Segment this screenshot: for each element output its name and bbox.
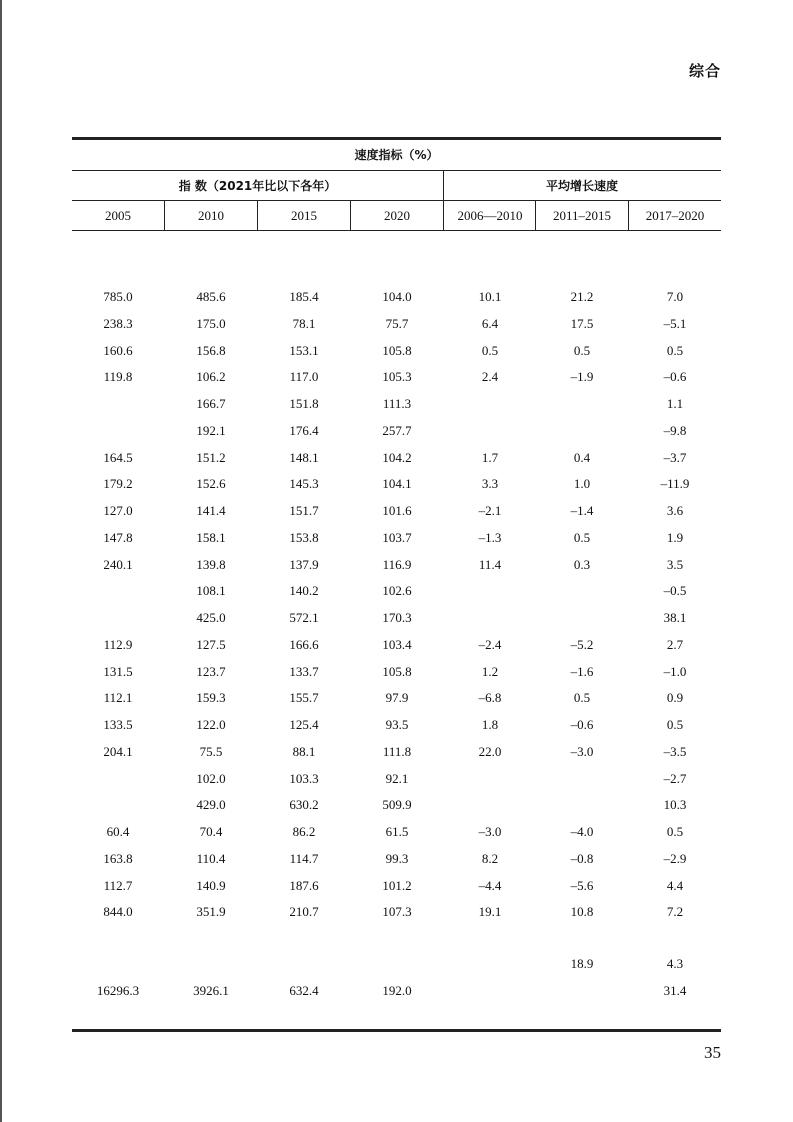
table-cell: 101.6 [382, 503, 412, 518]
table-cell: 148.1 [289, 449, 319, 465]
table-cell: –0.8 [570, 850, 594, 866]
table-cell [536, 978, 628, 1004]
table-cell: 351.9 [196, 904, 226, 920]
table-cell: –2.7 [663, 770, 687, 786]
table-cell: 133.7 [289, 663, 319, 679]
column-header: 2011–2015 [552, 208, 612, 223]
table-row [72, 525, 721, 551]
table-cell: 102.6 [382, 583, 412, 599]
table-cell: 97.9 [385, 690, 409, 706]
table-cell: 1.9 [666, 529, 684, 545]
table-cell [72, 391, 164, 417]
table-row [72, 498, 721, 524]
table-cell: 7.0 [666, 289, 684, 304]
table-cell [351, 924, 443, 950]
table-cell: 156.8 [196, 342, 226, 358]
table-row [72, 578, 721, 604]
table-row [72, 978, 721, 1004]
table-cell [444, 951, 536, 977]
table-cell: 21.2 [570, 289, 594, 304]
table-cell: 11.4 [478, 556, 502, 572]
table-cell: 0.5 [481, 342, 499, 358]
table-cell: 18.9 [570, 956, 594, 971]
table-cell: 240.1 [103, 556, 133, 572]
table-row [72, 311, 721, 337]
table-cell [258, 951, 350, 977]
table-row [72, 391, 721, 417]
table-bottom-rule [72, 1029, 721, 1032]
table-cell: 192.1 [196, 422, 226, 438]
table-cell [536, 924, 628, 950]
table-cell [72, 766, 164, 792]
table-cell [72, 605, 164, 631]
table-cell: 38.1 [663, 610, 687, 625]
table-cell: 108.1 [196, 583, 226, 599]
table-cell: 4.4 [666, 877, 684, 893]
table-row [72, 899, 721, 925]
table-row [72, 552, 721, 578]
table-row [72, 951, 721, 977]
table-cell [536, 605, 628, 631]
table-cell [444, 605, 536, 631]
table-cell [72, 951, 164, 977]
table-row [72, 364, 721, 390]
table-cell [72, 578, 164, 604]
table-cell [165, 924, 257, 950]
table-cell [258, 924, 350, 950]
table-cell: 155.7 [289, 690, 319, 706]
table-cell: –6.8 [478, 690, 502, 706]
table-cell: 1.1 [666, 396, 684, 411]
table-cell: 139.8 [196, 556, 226, 572]
page-edge [0, 0, 2, 1122]
table-cell [72, 792, 164, 818]
table-cell: 104.0 [382, 289, 412, 304]
table-cell [536, 391, 628, 417]
table-cell: 151.2 [196, 449, 226, 465]
table-row [72, 873, 721, 899]
table-cell: 110.4 [196, 850, 226, 866]
table-cell: 632.4 [289, 983, 319, 998]
table-header-rule [72, 230, 721, 231]
table-cell: 3.3 [481, 476, 499, 492]
table-cell: 187.6 [289, 877, 319, 893]
table-cell: –4.4 [478, 877, 502, 893]
table-cell: 78.1 [292, 315, 316, 331]
group-header-growth: 平均增长速度 [545, 179, 618, 193]
table-cell: –2.4 [478, 636, 502, 652]
table-cell [536, 578, 628, 604]
table-cell: 31.4 [663, 983, 687, 998]
table-cell: 7.2 [666, 904, 684, 920]
table-cell [351, 951, 443, 977]
table-cell [536, 766, 628, 792]
table-cell: 22.0 [478, 743, 502, 759]
table-cell: 103.7 [382, 529, 412, 545]
table-cell: 112.7 [103, 877, 133, 893]
table-cell: 8.2 [481, 850, 499, 866]
table-cell: –3.0 [570, 743, 594, 759]
table-cell: –5.2 [570, 636, 594, 652]
table-cell: 572.1 [289, 610, 319, 625]
table-cell: 151.8 [289, 396, 319, 411]
table-cell: 122.0 [196, 717, 226, 732]
table-cell: 151.7 [289, 503, 319, 518]
table-cell: 93.5 [385, 717, 409, 732]
page-number: 35 [704, 1043, 721, 1062]
table-cell: 844.0 [103, 904, 133, 920]
table-cell: 86.2 [292, 824, 316, 839]
table-row [72, 471, 721, 497]
table-cell: 119.8 [103, 369, 133, 385]
table-cell: 204.1 [103, 743, 133, 759]
table-cell: 509.9 [382, 797, 412, 813]
table-cell: 160.6 [103, 342, 133, 358]
table-cell: 116.9 [382, 556, 412, 572]
table-cell: –1.0 [663, 663, 687, 679]
table-cell: 99.3 [385, 850, 409, 866]
table-cell [444, 766, 536, 792]
table-cell: 17.5 [570, 315, 594, 331]
table-cell: 137.9 [289, 556, 319, 572]
table-cell: –1.9 [570, 369, 594, 385]
table-cell: –11.9 [660, 476, 690, 492]
column-header: 2020 [384, 208, 410, 223]
table-cell [72, 924, 164, 950]
table-cell: 125.4 [289, 717, 319, 732]
table-cell: 6.4 [481, 315, 499, 331]
table-cell [444, 924, 536, 950]
table-row [72, 632, 721, 658]
table-cell: 257.7 [382, 422, 412, 438]
table-row [72, 605, 721, 631]
table-cell: –1.3 [478, 529, 502, 545]
table-cell: 75.7 [385, 315, 409, 331]
table-row [72, 338, 721, 364]
table-cell: 117.0 [289, 369, 319, 385]
table-cell: 60.4 [106, 824, 130, 839]
table-cell: –1.4 [570, 503, 594, 518]
table-cell: 10.1 [478, 289, 502, 304]
table-cell: 1.7 [481, 449, 499, 465]
table-cell: 103.3 [289, 770, 319, 786]
table-cell: 10.3 [663, 797, 687, 813]
table-cell: 145.3 [289, 476, 319, 492]
table-cell: 0.5 [666, 342, 684, 358]
table-cell: 140.2 [289, 583, 319, 599]
table-cell: –1.6 [570, 663, 594, 679]
table-cell: 164.5 [103, 449, 133, 465]
table-cell: 105.8 [382, 663, 412, 679]
table-cell: –5.6 [570, 877, 594, 893]
table-cell: 140.9 [196, 877, 226, 893]
table-row [72, 659, 721, 685]
table-row [72, 284, 721, 310]
table-cell: 147.8 [103, 529, 133, 545]
table-cell [536, 792, 628, 818]
table-group-rule [72, 200, 721, 201]
table-cell: 75.5 [199, 743, 223, 759]
table-cell: 10.8 [570, 904, 594, 920]
table-cell: 101.2 [382, 877, 412, 893]
table-cell [165, 951, 257, 977]
column-header: 2017–2020 [645, 208, 705, 223]
table-cell: 127.0 [103, 503, 133, 518]
table-cell: 159.3 [196, 690, 226, 706]
table-title: 速度指标（%） [354, 148, 439, 162]
table-row [72, 792, 721, 818]
table-row [72, 685, 721, 711]
table-top-rule [72, 137, 721, 140]
table-cell [629, 924, 721, 950]
table-cell: –0.6 [570, 717, 594, 732]
table-cell: 485.6 [196, 289, 226, 304]
column-header: 2006—2010 [457, 208, 523, 223]
table-cell: 112.9 [103, 636, 133, 652]
table-row [72, 819, 721, 845]
table-cell: 131.5 [103, 663, 133, 679]
table-cell: 107.3 [382, 904, 412, 920]
table-cell: 153.8 [289, 529, 319, 545]
table-cell: 0.5 [573, 690, 591, 706]
table-cell: 105.8 [382, 342, 412, 358]
table-cell: 3926.1 [193, 983, 229, 998]
table-cell: 185.4 [289, 289, 319, 304]
table-cell: 630.2 [289, 797, 319, 813]
table-cell: 1.2 [481, 663, 499, 679]
table-cell: 179.2 [103, 476, 133, 492]
table-cell: –2.1 [478, 503, 502, 518]
table-cell: 104.1 [382, 476, 412, 492]
table-cell: 153.1 [289, 342, 319, 358]
table-cell: –9.8 [663, 422, 687, 438]
table-cell: 70.4 [199, 824, 223, 839]
table-cell: 0.9 [666, 690, 684, 706]
table-cell: 104.2 [382, 449, 412, 465]
table-cell: 133.5 [103, 717, 133, 732]
table-cell: 112.1 [103, 690, 133, 706]
table-cell: –2.9 [663, 850, 687, 866]
table-cell: 3.6 [666, 503, 684, 518]
table-cell: –3.5 [663, 743, 687, 759]
table-cell [444, 792, 536, 818]
table-cell: 429.0 [196, 797, 226, 813]
table-cell: 105.3 [382, 369, 412, 385]
table-cell: 103.4 [382, 636, 412, 652]
table-row [72, 924, 721, 950]
table-cell: 111.3 [382, 396, 412, 411]
group-header-index: 指 数（2021年比以下各年） [178, 179, 337, 193]
table-cell: 106.2 [196, 369, 226, 385]
table-cell: 0.5 [573, 342, 591, 358]
table-cell: 4.3 [666, 956, 684, 971]
table-cell: 88.1 [292, 743, 316, 759]
column-header: 2015 [291, 208, 317, 223]
table-title-rule [72, 170, 721, 171]
table-cell: 176.4 [289, 422, 319, 438]
table-cell: 166.7 [196, 396, 226, 411]
table-cell: 92.1 [385, 770, 409, 786]
table-cell [444, 978, 536, 1004]
table-cell [72, 418, 164, 444]
table-row [72, 418, 721, 444]
table-cell: 166.6 [289, 636, 319, 652]
column-header: 2005 [105, 208, 131, 223]
table-cell: 170.3 [382, 610, 412, 625]
table-cell: 0.5 [666, 824, 684, 839]
table-cell: –5.1 [663, 315, 687, 331]
table-cell: 0.5 [666, 717, 684, 732]
table-cell: 0.3 [573, 556, 591, 572]
table-cell: 19.1 [478, 904, 502, 920]
table-cell: 1.0 [573, 476, 591, 492]
table-row [72, 445, 721, 471]
column-header: 2010 [198, 208, 224, 223]
table-cell: –3.0 [478, 824, 502, 839]
table-cell: 192.0 [382, 983, 412, 998]
table-cell: 61.5 [385, 824, 409, 839]
table-cell: 16296.3 [96, 983, 140, 998]
section-label: 综合 [688, 62, 721, 80]
table-cell: 1.8 [481, 717, 499, 732]
table-cell: –0.6 [663, 369, 687, 385]
table-cell: 141.4 [196, 503, 226, 518]
table-cell: 238.3 [103, 315, 133, 331]
table-row [72, 712, 721, 738]
table-row [72, 766, 721, 792]
table-cell [444, 578, 536, 604]
table-cell: 785.0 [103, 289, 133, 304]
table-cell: 2.4 [481, 369, 499, 385]
table-cell: –3.7 [663, 449, 687, 465]
table-cell: 158.1 [196, 529, 226, 545]
table-cell: 425.0 [196, 610, 226, 625]
table-cell: 0.5 [573, 529, 591, 545]
table-cell: 123.7 [196, 663, 226, 679]
table-cell: 210.7 [289, 904, 319, 920]
table-cell [536, 418, 628, 444]
table-cell: 114.7 [289, 850, 319, 866]
table-cell: 163.8 [103, 850, 133, 866]
table-row [72, 846, 721, 872]
table-cell: 3.5 [666, 556, 684, 572]
table-cell: –4.0 [570, 824, 594, 839]
table-row [72, 739, 721, 765]
table-cell: 2.7 [666, 636, 684, 652]
table-cell: 111.8 [382, 743, 412, 759]
table-cell: 152.6 [196, 476, 226, 492]
table-cell [444, 418, 536, 444]
table-cell: 102.0 [196, 770, 226, 786]
table-cell: –0.5 [663, 583, 687, 599]
table-cell: 127.5 [196, 636, 226, 652]
table-cell: 175.0 [196, 315, 226, 331]
table-cell: 0.4 [573, 449, 591, 465]
table-cell [444, 391, 536, 417]
